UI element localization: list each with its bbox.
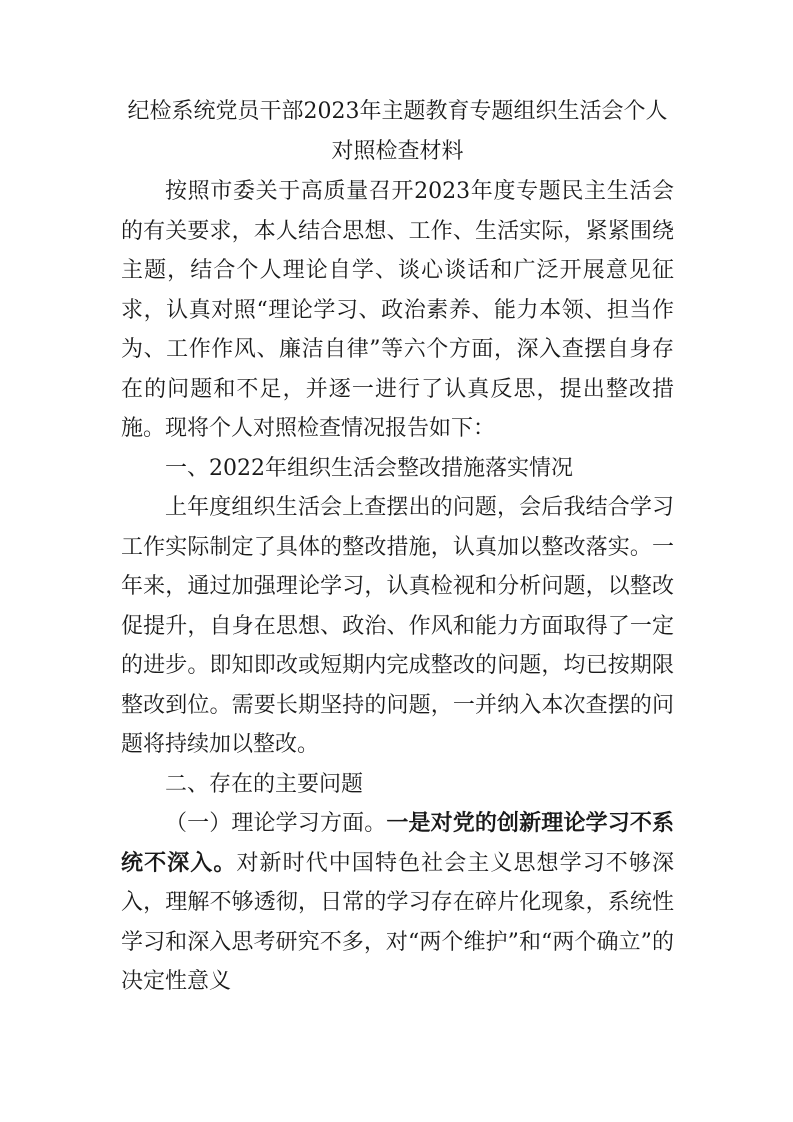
section-2-heading: 二、存在的主要问题 [165, 771, 364, 797]
section-1-paragraph: 上年度组织生活会上查摆出的问题，会后我结合学习工作实际制定了具体的整改措施，认真加以整改落实。一年来，通过加强理论学习，认真检视和分析问题，以整改促提升，自身在思想、政治、作风和能力方面取得了一定的进步。即知即改或短期内完成整改的问题，均已按期限整改到位。需要长期坚持的问题，一并纳入本次查摆的问题将持续加以整改。 [121, 495, 674, 757]
subsection-1-body: 对新时代中国特色社会主义思想学习不够深入，理解不够透彻，日常的学习存在碎片化现象，系统性学习和深入思考研究不多，对“两个维护”和“两个确立”的决定性意义 [121, 850, 674, 994]
document-body [121, 92, 674, 1002]
intro-paragraph: 按照市委关于高质量召开2023年度专题民主生活会的有关要求，本人结合思想、工作、生活实际，紧紧围绕主题，结合个人理论自学、谈心谈话和广泛开展意见征求，认真对照“理论学习、政治素养、能力本领、担当作为、工作作风、廉洁自律”等六个方面，深入查摆自身存在的问题和不足，并逐一进行了认真反思，提出整改措施。现将个人对照检查情况报告如下： [121, 179, 674, 441]
section-1-heading: 一、2022年组织生活会整改措施落实情况 [165, 455, 573, 481]
subsection-1-key-point: 一是对党的创新理论学习不系统不深入。 [121, 810, 674, 876]
subsection-1-prefix: （一）理论学习方面。 [165, 811, 387, 836]
document-title: 纪检系统党员干部2023年主题教育专题组织生活会个人对照检查材料 [127, 99, 668, 164]
subsection-1-paragraph [121, 804, 674, 1002]
